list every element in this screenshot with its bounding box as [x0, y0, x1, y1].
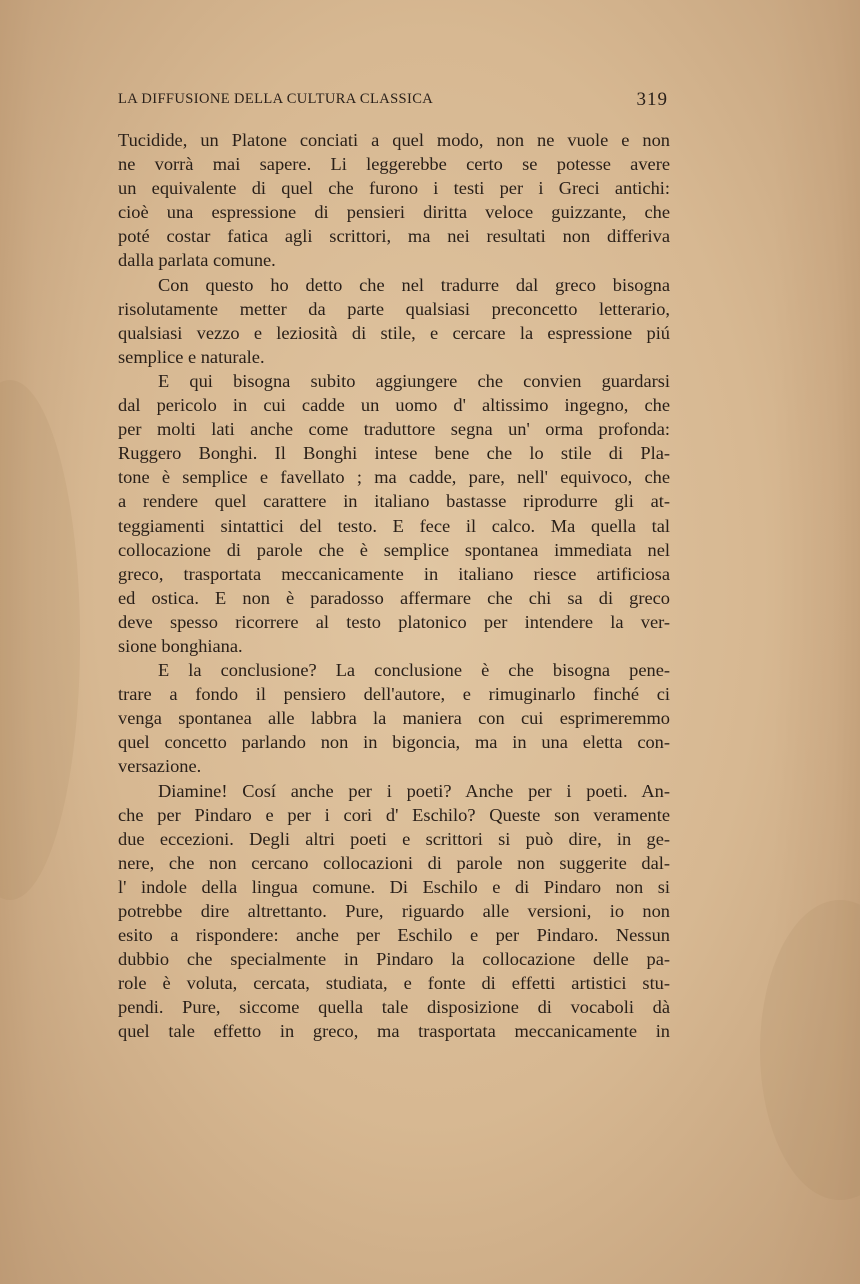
text-line: per molti lati anche come traduttore segna un' orma profonda:	[118, 419, 670, 440]
text-line: venga spontanea alle labbra la maniera con cui esprimeremmo	[118, 708, 670, 729]
text-line: l' indole della lingua comune. Di Eschilo e di Pindaro non si	[118, 876, 670, 897]
text-line: deve spesso ricorrere al testo platonico per intendere la ver-	[118, 611, 670, 632]
text-line: quel concetto parlando non in bigoncia, ma in una eletta con-	[118, 732, 670, 753]
text-line: quel tale effetto in greco, ma trasportata meccanicamente in	[118, 1021, 670, 1042]
text-line: cioè una espressione di pensieri diritta veloce guizzante, che	[118, 202, 670, 223]
text-line: dubbio che specialmente in Pindaro la collocazione delle pa-	[118, 949, 670, 970]
text-line: Con questo ho detto che nel tradurre dal greco bisogna	[158, 274, 670, 295]
page-number: 319	[636, 89, 668, 110]
text-line: a rendere quel carattere in italiano bastasse riprodurre gli at-	[118, 491, 670, 512]
text-line: dalla parlata comune.	[118, 250, 276, 271]
body-text	[118, 128, 670, 1044]
text-line: risolutamente metter da parte qualsiasi preconcetto letterario,	[118, 298, 670, 319]
text-line: greco, trasportata meccanicamente in italiano riesce artificiosa	[118, 563, 670, 584]
text-line: E qui bisogna subito aggiungere che convien guardarsi	[158, 370, 670, 391]
text-line: collocazione di parole che è semplice spontanea immediata nel	[118, 539, 670, 560]
text-line: Ruggero Bonghi. Il Bonghi intese bene che lo stile di Pla-	[118, 443, 670, 464]
paper-stain	[760, 900, 860, 1200]
text-line: versazione.	[118, 756, 202, 777]
text-line: E la conclusione? La conclusione è che bisogna pene-	[158, 660, 670, 681]
text-line: ed ostica. E non è paradosso affermare che chi sa di greco	[118, 587, 670, 608]
text-line: dal pericolo in cui cadde un uomo d' altissimo ingegno, che	[118, 395, 670, 416]
text-line: tone è semplice e favellato ; ma cadde, pare, nell' equivoco, che	[118, 467, 670, 488]
text-line: trare a fondo il pensiero dell'autore, e rimuginarlo finché ci	[118, 684, 670, 705]
text-line: qualsiasi vezzo e leziosità di stile, e cercare la espressione piú	[118, 322, 670, 343]
running-head	[118, 91, 670, 113]
text-line: che per Pindaro e per i cori d' Eschilo? Queste son veramente	[118, 804, 670, 825]
text-line: Tucidide, un Platone conciati a quel modo, non ne vuole e non	[118, 130, 670, 150]
text-line: esito a rispondere: anche per Eschilo e per Pindaro. Nessun	[118, 925, 670, 946]
text-line: potrebbe dire altrettanto. Pure, riguardo alle versioni, io non	[118, 901, 670, 921]
text-line: nere, che non cercano collocazioni di parole non suggerite dal-	[118, 852, 670, 873]
text-line: poté costar fatica agli scrittori, ma nei resultati non differiva	[118, 226, 670, 247]
text-line: Diamine! Cosí anche per i poeti? Anche per i poeti. An-	[158, 780, 670, 801]
text-line: due eccezioni. Degli altri poeti e scrittori si può dire, in ge-	[118, 828, 670, 849]
text-line: teggiamenti sintattici del testo. E fece il calco. Ma quella tal	[118, 515, 670, 536]
paper-stain	[0, 380, 80, 900]
running-title: LA DIFFUSIONE DELLA CULTURA CLASSICA	[118, 91, 434, 107]
text-line: pendi. Pure, siccome quella tale disposizione di vocaboli dà	[118, 997, 670, 1018]
text-line: un equivalente di quel che furono i testi per i Greci antichi:	[118, 178, 670, 199]
text-line: ne vorrà mai sapere. Li leggerebbe certo se potesse avere	[118, 154, 670, 175]
text-line: semplice e naturale.	[118, 346, 265, 367]
text-line: role è voluta, cercata, studiata, e fonte di effetti artistici stu-	[118, 973, 670, 994]
text-line: sione bonghiana.	[118, 635, 243, 656]
